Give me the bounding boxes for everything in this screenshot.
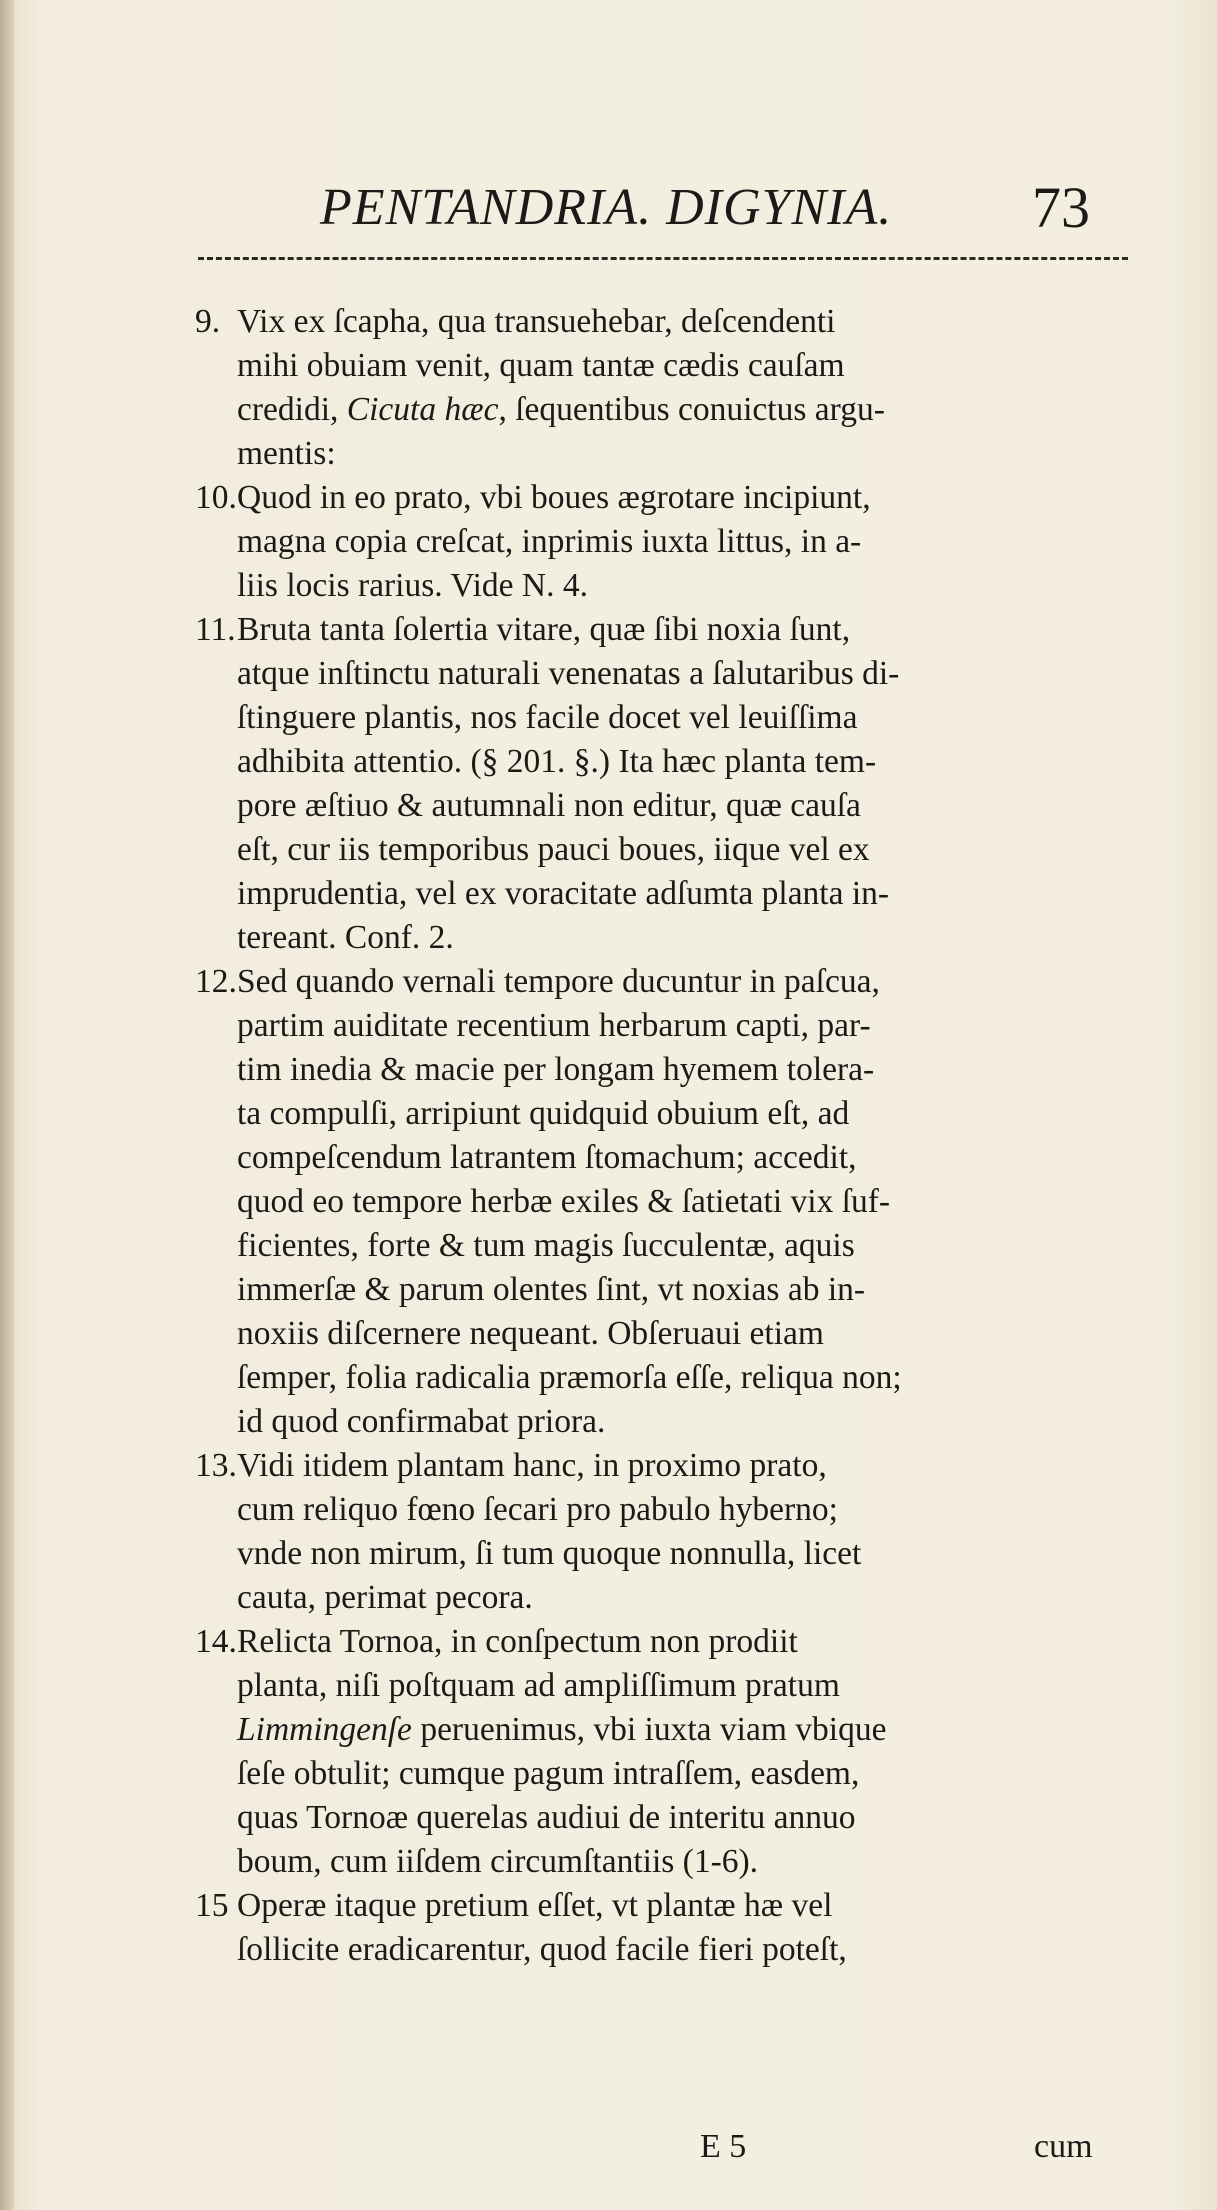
- text-line: [195, 432, 1115, 476]
- paragraph: [195, 476, 1115, 608]
- text-line: [195, 476, 1115, 520]
- text-line: [195, 1840, 1115, 1884]
- paragraph: [195, 1444, 1115, 1620]
- text-segment: quas Tornoæ querelas audiui de interitu annuo: [237, 1799, 856, 1836]
- text-segment: Sed quando vernali tempore ducuntur in paſcua,: [237, 963, 880, 1000]
- text-segment: noxiis diſcernere nequeant. Obſeruaui etiam: [237, 1315, 824, 1352]
- paragraph: [195, 300, 1115, 476]
- text-line: [195, 1928, 1115, 1972]
- text-line: [195, 1752, 1115, 1796]
- text-segment: mihi obuiam venit, quam tantæ cædis cauſam: [237, 347, 845, 384]
- text-segment: atque inſtinctu naturali venenatas a ſalutaribus di-: [237, 655, 900, 692]
- text-line: [195, 1532, 1115, 1576]
- text-line: [195, 960, 1115, 1004]
- paragraph-number: 9.: [195, 303, 221, 340]
- text-segment: ſeſe obtulit; cumque pagum intraſſem, easdem,: [237, 1755, 860, 1792]
- text-segment: mentis:: [237, 435, 336, 472]
- text-segment: Operæ itaque pretium eſſet, vt plantæ hæ vel: [237, 1887, 833, 1924]
- text-segment: Vix ex ſcapha, qua transuehebar, deſcendenti: [237, 303, 836, 340]
- text-line: [195, 1136, 1115, 1180]
- text-line: [195, 872, 1115, 916]
- signature-mark: E 5: [700, 2128, 747, 2165]
- text-segment: pore æſtiuo & autumnali non editur, quæ cauſa: [237, 787, 861, 824]
- text-segment: Quod in eo prato, vbi boues ægrotare incipiunt,: [237, 479, 871, 516]
- text-segment: id quod confirmabat priora.: [237, 1403, 606, 1440]
- text-segment: ſollicite eradicarentur, quod facile fieri poteſt,: [237, 1931, 847, 1968]
- text-line: [195, 1664, 1115, 1708]
- text-line: [195, 1884, 1115, 1928]
- paragraph-number: 11.: [195, 611, 236, 648]
- text-segment: liis locis rarius. Vide N. 4.: [237, 567, 588, 604]
- text-segment: vnde non mirum, ſi tum quoque nonnulla, licet: [237, 1535, 862, 1572]
- text-segment: Vidi itidem plantam hanc, in proximo prato,: [237, 1447, 827, 1484]
- text-line: [195, 740, 1115, 784]
- text-line: [195, 696, 1115, 740]
- text-line: [195, 300, 1115, 344]
- text-line: [195, 784, 1115, 828]
- text-line: [195, 1180, 1115, 1224]
- paragraph-number: 13.: [195, 1447, 237, 1484]
- text-segment: cauta, perimat pecora.: [237, 1579, 533, 1616]
- body-text: [195, 300, 1115, 1972]
- running-title: PENTANDRIA. DIGYNIA.: [320, 179, 893, 236]
- text-segment: , ſequentibus conuictus argu-: [498, 391, 885, 428]
- text-segment: boum, cum iiſdem circumſtantiis (1-6).: [237, 1843, 759, 1880]
- text-segment: Bruta tanta ſolertia vitare, quæ ſibi noxia ſunt,: [237, 611, 851, 648]
- paragraph-number: 15: [195, 1887, 229, 1924]
- text-segment: ſemper, folia radicalia præmorſa eſſe, reliqua non;: [237, 1359, 902, 1396]
- paragraph-number: 12.: [195, 963, 237, 1000]
- text-line: [195, 1356, 1115, 1400]
- text-line: [195, 1796, 1115, 1840]
- text-segment: credidi,: [237, 391, 347, 428]
- text-line: [195, 828, 1115, 872]
- text-line: [195, 916, 1115, 960]
- text-line: [195, 608, 1115, 652]
- text-line: [195, 388, 1115, 432]
- text-segment: cum reliquo fœno ſecari pro pabulo hyberno;: [237, 1491, 838, 1528]
- page-gutter: [0, 0, 14, 2210]
- text-line: [195, 1708, 1115, 1752]
- text-segment: imprudentia, vel ex voracitate adſumta planta in-: [237, 875, 890, 912]
- text-segment: immerſæ & parum olentes ſint, vt noxias ab in-: [237, 1271, 866, 1308]
- text-line: [195, 520, 1115, 564]
- paragraph: [195, 1884, 1115, 1972]
- header-rule: [198, 257, 1128, 264]
- text-line: [195, 1092, 1115, 1136]
- paragraph: [195, 960, 1115, 1444]
- text-segment: partim auiditate recentium herbarum capti, par-: [237, 1007, 871, 1044]
- text-line: [195, 1400, 1115, 1444]
- text-line: [195, 1048, 1115, 1092]
- text-line: [195, 1004, 1115, 1048]
- text-segment: adhibita attentio. (§ 201. §.) Ita hæc planta tem-: [237, 743, 877, 780]
- text-line: [195, 1224, 1115, 1268]
- catchword: cum: [1034, 2128, 1093, 2165]
- text-line: [195, 1444, 1115, 1488]
- text-line: [195, 1620, 1115, 1664]
- italic-term: Limmingenſe: [237, 1711, 412, 1748]
- text-segment: peruenimus, vbi iuxta viam vbique: [411, 1711, 887, 1748]
- text-segment: planta, niſi poſtquam ad ampliſſimum pratum: [237, 1667, 840, 1704]
- text-line: [195, 1576, 1115, 1620]
- text-segment: eſt, cur iis temporibus pauci boues, iique vel ex: [237, 831, 870, 868]
- text-segment: ſtinguere plantis, nos facile docet vel leuiſſima: [237, 699, 858, 736]
- text-segment: tim inedia & macie per longam hyemem tolera-: [237, 1051, 875, 1088]
- text-segment: compeſcendum latrantem ſtomachum; accedit,: [237, 1139, 857, 1176]
- italic-term: Cicuta hæc: [346, 391, 499, 428]
- paragraph: [195, 1620, 1115, 1884]
- text-segment: quod eo tempore herbæ exiles & ſatietati vix ſuf-: [237, 1183, 891, 1220]
- running-header: [300, 170, 1100, 250]
- text-segment: magna copia creſcat, inprimis iuxta littus, in a-: [237, 523, 862, 560]
- text-line: [195, 1312, 1115, 1356]
- text-segment: ficientes, forte & tum magis ſucculentæ, aquis: [237, 1227, 855, 1264]
- text-segment: ta compulſi, arripiunt quidquid obuium eſt, ad: [237, 1095, 850, 1132]
- text-line: [195, 564, 1115, 608]
- text-segment: Relicta Tornoa, in conſpectum non prodiit: [237, 1623, 798, 1660]
- text-line: [195, 1268, 1115, 1312]
- paragraph-number: 10.: [195, 479, 237, 516]
- text-line: [195, 1488, 1115, 1532]
- page-number: 73: [1032, 175, 1090, 240]
- paragraph: [195, 608, 1115, 960]
- text-segment: tereant. Conf. 2.: [237, 919, 454, 956]
- text-line: [195, 652, 1115, 696]
- text-line: [195, 344, 1115, 388]
- paragraph-number: 14.: [195, 1623, 237, 1660]
